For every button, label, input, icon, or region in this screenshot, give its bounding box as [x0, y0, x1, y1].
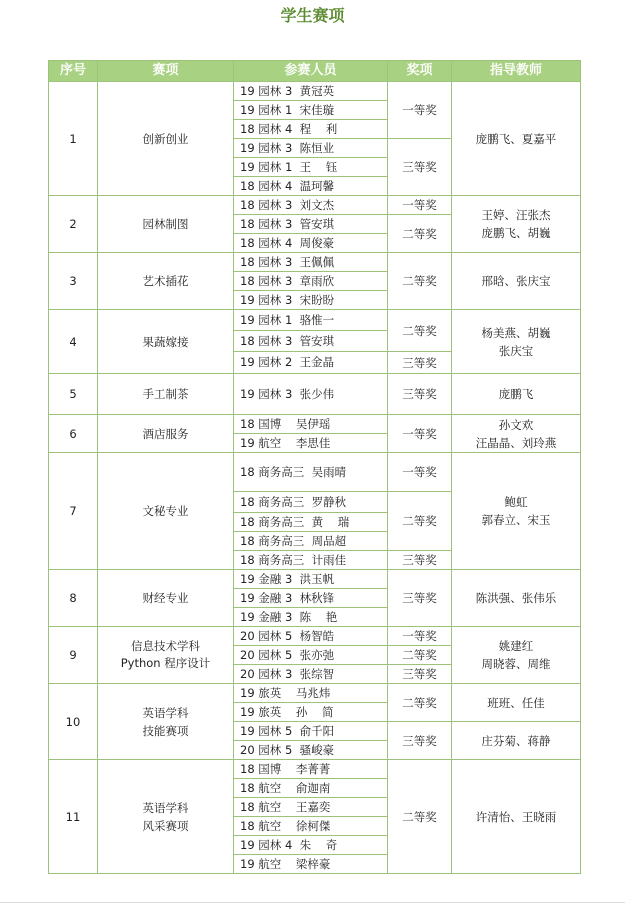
- bottom-divider: [0, 902, 625, 903]
- participant: 19 园林 3 张少伟: [234, 374, 388, 415]
- participant: 18 园林 3 章雨欣: [234, 272, 388, 291]
- teacher: 陈洪强、张伟乐: [452, 570, 581, 627]
- award: 一等奖: [388, 415, 452, 453]
- participant: 19 园林 3 陈恒业: [234, 139, 388, 158]
- award: 三等奖: [388, 551, 452, 570]
- event-name: 文秘专业: [98, 453, 234, 570]
- award: 三等奖: [388, 139, 452, 196]
- participant: 18 国博 李菁菁: [234, 760, 388, 779]
- event-name: 酒店服务: [98, 415, 234, 453]
- teacher: 庄芬菊、蒋静: [452, 722, 581, 760]
- table-row: [49, 310, 581, 331]
- table-row: [49, 453, 581, 492]
- event-line: 英语学科: [142, 800, 189, 815]
- header-teacher: 指导教师: [452, 61, 581, 82]
- award: 二等奖: [388, 310, 452, 352]
- teacher: [452, 196, 581, 253]
- row-number: 4: [49, 310, 98, 374]
- participant: 18 航空 俞迦南: [234, 779, 388, 798]
- event-line: 技能赛项: [142, 723, 189, 738]
- award: 三等奖: [388, 665, 452, 684]
- participant: 18 园林 3 刘文杰: [234, 196, 388, 215]
- teacher-line: 张庆宝: [498, 343, 534, 358]
- table-row: [49, 627, 581, 646]
- event-name: [98, 684, 234, 760]
- row-number: 8: [49, 570, 98, 627]
- header-row: [49, 61, 581, 82]
- participant: 19 航空 梁梓豪: [234, 855, 388, 874]
- participant: 18 商务高三 黄 瑞: [234, 513, 388, 532]
- participant: 20 园林 5 杨智皓: [234, 627, 388, 646]
- participant: 18 园林 4 周俊豪: [234, 234, 388, 253]
- student-awards-table: [48, 60, 581, 874]
- participant: 19 旅英 孙 简: [234, 703, 388, 722]
- row-number: 11: [49, 760, 98, 874]
- table-row: [49, 760, 581, 779]
- teacher-line: 周晓蓉、周维: [481, 657, 551, 671]
- row-number: 9: [49, 627, 98, 684]
- table-row: [49, 82, 581, 101]
- teacher-line: 孙文欢: [498, 417, 534, 432]
- participant: 18 商务高三 罗静秋: [234, 492, 388, 513]
- teacher: 邢晗、张庆宝: [452, 253, 581, 310]
- award: 三等奖: [388, 374, 452, 415]
- table-row: [49, 196, 581, 215]
- participant: 19 园林 3 宋盼盼: [234, 291, 388, 310]
- participant: 19 园林 2 王金晶: [234, 352, 388, 374]
- participant: 19 园林 1 宋佳璇: [234, 101, 388, 120]
- table-row: [49, 684, 581, 703]
- participant: 18 园林 3 管安琪: [234, 331, 388, 352]
- header-participants: 参赛人员: [234, 61, 388, 82]
- award: 二等奖: [388, 215, 452, 253]
- award: 三等奖: [388, 570, 452, 627]
- participant: 20 园林 5 张亦弛: [234, 646, 388, 665]
- event-name: [98, 760, 234, 874]
- award: 二等奖: [388, 253, 452, 310]
- participant: 19 金融 3 洪玉帆: [234, 570, 388, 589]
- event-line: 英语学科: [142, 705, 189, 720]
- event-name: 果蔬嫁接: [98, 310, 234, 374]
- participant: 19 园林 3 黄冠英: [234, 82, 388, 101]
- event-name: 财经专业: [98, 570, 234, 627]
- table-row: [49, 415, 581, 434]
- participant: 18 航空 徐柯傑: [234, 817, 388, 836]
- row-number: 5: [49, 374, 98, 415]
- participant: 18 园林 4 温珂馨: [234, 177, 388, 196]
- teacher: [452, 310, 581, 374]
- teacher: 庞鹏飞、夏嘉平: [452, 82, 581, 196]
- participant: 19 金融 3 林秋锋: [234, 589, 388, 608]
- event-name: 创新创业: [98, 82, 234, 196]
- event-line: 风采赛项: [142, 818, 189, 833]
- participant: 18 园林 4 程 利: [234, 120, 388, 139]
- participant: 19 航空 李思佳: [234, 434, 388, 453]
- teacher: 许清怡、王晓雨: [452, 760, 581, 874]
- participant: 18 园林 3 王佩佩: [234, 253, 388, 272]
- participant: 18 商务高三 计雨佳: [234, 551, 388, 570]
- teacher-line: 王婷、汪张杰: [481, 208, 551, 222]
- award: 一等奖: [388, 196, 452, 215]
- row-number: 6: [49, 415, 98, 453]
- table-row: [49, 253, 581, 272]
- award: 一等奖: [388, 453, 452, 492]
- teacher: [452, 415, 581, 453]
- table-row: [49, 374, 581, 415]
- teacher-line: 姚建红: [498, 639, 534, 653]
- participant: 18 商务高三 周品超: [234, 532, 388, 551]
- row-number: 1: [49, 82, 98, 196]
- row-number: 2: [49, 196, 98, 253]
- award: 三等奖: [388, 352, 452, 374]
- teacher: 庞鹏飞: [452, 374, 581, 415]
- award: 一等奖: [388, 82, 452, 139]
- teacher-line: 杨美燕、胡巍: [481, 325, 551, 340]
- teacher-line: 鲍虹: [504, 495, 528, 509]
- header-event: 赛项: [98, 61, 234, 82]
- page-title: 学生赛项: [280, 6, 345, 25]
- participant: 18 国博 吴伊瑶: [234, 415, 388, 434]
- event-line: 信息技术学科: [131, 639, 200, 653]
- teacher-line: 庞鹏飞、胡巍: [481, 226, 551, 240]
- participant: 19 园林 4 朱 奇: [234, 836, 388, 855]
- event-name: 艺术插花: [98, 253, 234, 310]
- participant: 20 园林 5 骚峻豪: [234, 741, 388, 760]
- participant: 20 园林 3 张综智: [234, 665, 388, 684]
- teacher: [452, 453, 581, 570]
- event-name: 园林制图: [98, 196, 234, 253]
- participant: 18 商务高三 吴雨晴: [234, 453, 388, 492]
- event-line: Python 程序设计: [120, 656, 211, 670]
- participant: 18 航空 王嘉奕: [234, 798, 388, 817]
- row-number: 3: [49, 253, 98, 310]
- participant: 19 园林 5 俞千阳: [234, 722, 388, 741]
- row-number: 10: [49, 684, 98, 760]
- teacher-line: 汪晶晶、刘玲燕: [475, 435, 557, 450]
- participant: 19 园林 1 王 钰: [234, 158, 388, 177]
- participant: 19 金融 3 陈 艳: [234, 608, 388, 627]
- award: 二等奖: [388, 684, 452, 722]
- header-number: 序号: [49, 61, 98, 82]
- teacher: [452, 627, 581, 684]
- teacher-line: 郭春立、宋玉: [481, 513, 551, 527]
- participant: 19 旅英 马兆炜: [234, 684, 388, 703]
- teacher: 班班、任佳: [452, 684, 581, 722]
- award: 二等奖: [388, 646, 452, 665]
- event-name: 手工制茶: [98, 374, 234, 415]
- award: 二等奖: [388, 760, 452, 874]
- participant: 19 园林 1 骆惟一: [234, 310, 388, 331]
- event-name: [98, 627, 234, 684]
- award: 一等奖: [388, 627, 452, 646]
- table-row: [49, 570, 581, 589]
- row-number: 7: [49, 453, 98, 570]
- participant: 18 园林 3 管安琪: [234, 215, 388, 234]
- award: 二等奖: [388, 492, 452, 551]
- award: 三等奖: [388, 722, 452, 760]
- header-award: 奖项: [388, 61, 452, 82]
